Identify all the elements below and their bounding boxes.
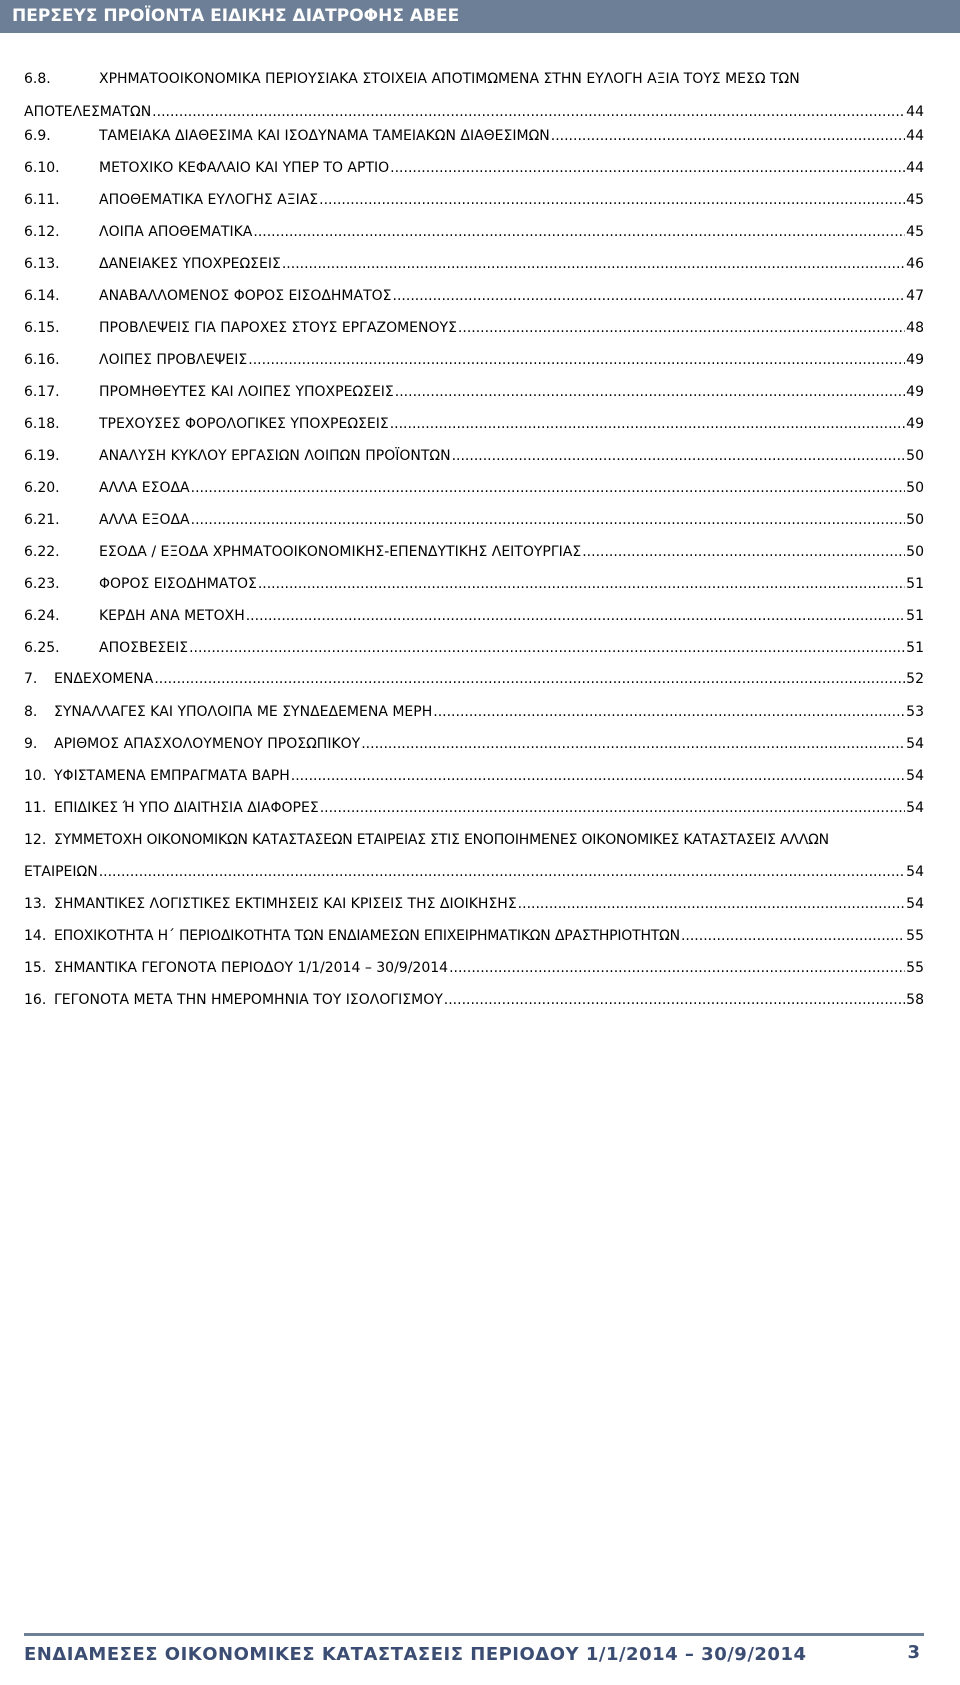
toc-entry[interactable] [24,157,924,179]
toc-entry[interactable] [24,253,924,275]
toc-number: 6.18. [24,416,60,432]
toc-title: ΔΑΝΕΙΑΚΕΣ ΥΠΟΧΡΕΩΣΕΙΣ [99,256,281,272]
toc-entry[interactable] [24,989,924,1011]
toc-title: ΕΣΟΔΑ / ΕΞΟΔΑ ΧΡΗΜΑΤΟΟΙΚΟΝΟΜΙΚΗΣ-ΕΠΕΝΔΥΤΙΚΗΣ ΛΕΙΤΟΥΡΓΙΑΣ [99,544,582,560]
toc-title: ΑΡΙΘΜΟΣ ΑΠΑΣΧΟΛΟΥΜΕΝΟΥ ΠΡΟΣΩΠΙΚΟΥ [54,736,361,752]
toc-page: 49 [906,352,924,368]
toc-page: 44 [906,160,924,176]
toc-number: 7. [24,671,38,687]
toc-number: 6.13. [24,256,60,272]
dot-leader [248,349,905,371]
footer-title: ΕΝΔΙΑΜΕΣΕΣ ΟΙΚΟΝΟΜΙΚΕΣ ΚΑΤΑΣΤΑΣΕΙΣ ΠΕΡΙΟΔΟΥ 1/1/2014 – 30/9/2014 [24,1644,807,1665]
toc-title: ΑΠΟΣΒΕΣΕΙΣ [99,640,189,656]
dot-leader [518,893,906,915]
toc-entry[interactable] [24,317,924,339]
toc-entry[interactable] [24,349,924,371]
toc-page: 51 [906,640,924,656]
footer-rule [24,1633,924,1636]
toc-number: 8. [24,704,38,720]
toc-number: 6.12. [24,224,60,240]
dot-leader [393,285,906,307]
toc-number: 12. [24,832,47,848]
dot-leader [361,733,905,755]
dot-leader [246,605,905,627]
toc-number: 6.16. [24,352,60,368]
toc-entry[interactable] [24,445,924,467]
page-number: 3 [907,1642,920,1663]
toc-title: ΕΝΔΕΧΟΜΕΝΑ [54,671,154,687]
toc-page: 54 [906,800,924,816]
toc-page: 53 [906,704,924,720]
toc-entry[interactable] [24,925,924,947]
toc-number: 6.17. [24,384,60,400]
toc-page: 50 [906,480,924,496]
toc-entry[interactable] [24,765,924,787]
toc-number: 6.22. [24,544,60,560]
toc-page: 54 [906,864,924,880]
toc-title: ΑΛΛΑ ΕΞΟΔΑ [99,512,190,528]
toc-page: 55 [906,960,924,976]
toc-page: 45 [906,224,924,240]
toc-entry[interactable] [24,221,924,243]
toc-page: 50 [906,544,924,560]
toc-number: 6.21. [24,512,60,528]
toc-title: ΣΗΜΑΝΤΙΚΕΣ ΛΟΓΙΣΤΙΚΕΣ ΕΚΤΙΜΗΣΕΙΣ ΚΑΙ ΚΡΙΣΕΙΣ ΤΗΣ ΔΙΟΙΚΗΣΗΣ [54,896,517,912]
dot-leader [444,989,905,1011]
toc-entry[interactable] [24,957,924,979]
toc-page: 52 [906,671,924,687]
toc-entry[interactable] [24,701,924,723]
dot-leader [681,925,905,947]
dot-leader [258,573,905,595]
dot-leader [395,381,905,403]
toc-page: 54 [906,896,924,912]
toc-title: ΦΟΡΟΣ ΕΙΣΟΔΗΜΑΤΟΣ [99,576,257,592]
toc-title: ΕΠΟΧΙΚΟΤΗΤΑ Η΄ ΠΕΡΙΟΔΙΚΟΤΗΤΑ ΤΩΝ ΕΝΔΙΑΜΕΣΩΝ ΕΠΙΧΕΙΡΗΜΑΤΙΚΩΝ ΔΡΑΣΤΗΡΙΟΤΗΤΩΝ [54,928,680,944]
toc-entry[interactable] [24,413,924,435]
toc-page: 51 [906,576,924,592]
toc-number: 14. [24,928,47,944]
toc-entry[interactable] [24,668,924,690]
dot-leader [253,221,905,243]
toc-page: 44 [906,104,924,120]
toc-entry[interactable] [24,125,924,147]
toc-title: ΛΟΙΠΑ ΑΠΟΘΕΜΑΤΙΚΑ [99,224,253,240]
dot-leader [320,797,905,819]
dot-leader [433,701,905,723]
toc-page: 54 [906,768,924,784]
toc-number: 6.25. [24,640,60,656]
toc-page: 48 [906,320,924,336]
toc-title: ΑΛΛΑ ΕΣΟΔΑ [99,480,190,496]
document-header [0,0,960,33]
toc-entry[interactable] [24,733,924,755]
toc-page: 51 [906,608,924,624]
toc-entry[interactable] [24,605,924,627]
dot-leader [390,157,905,179]
toc-title: ΣΥΝΑΛΛΑΓΕΣ ΚΑΙ ΥΠΟΛΟΙΠΑ ΜΕ ΣΥΝΔΕΔΕΜΕΝΑ ΜΕΡΗ [54,704,433,720]
dot-leader [551,125,905,147]
toc-title: ΤΑΜΕΙΑΚΑ ΔΙΑΘΕΣΙΜΑ ΚΑΙ ΙΣΟΔΥΝΑΜΑ ΤΑΜΕΙΑΚΩΝ ΔΙΑΘΕΣΙΜΩΝ [99,128,550,144]
toc-title: ΓΕΓΟΝΟΤΑ ΜΕΤΑ ΤΗΝ ΗΜΕΡΟΜΗΝΙΑ ΤΟΥ ΙΣΟΛΟΓΙΣΜΟΥ [54,992,443,1008]
dot-leader [191,477,906,499]
dot-leader [319,189,905,211]
toc-number: 6.11. [24,192,60,208]
dot-leader [452,445,906,467]
toc-number: 6.14. [24,288,60,304]
toc-title: ΤΡΕΧΟΥΣΕΣ ΦΟΡΟΛΟΓΙΚΕΣ ΥΠΟΧΡΕΩΣΕΙΣ [99,416,389,432]
toc-title: ΜΕΤΟΧΙΚΟ ΚΕΦΑΛΑΙΟ ΚΑΙ ΥΠΕΡ ΤΟ ΑΡΤΙΟ [99,160,390,176]
dot-leader [449,957,905,979]
toc-title: ΑΝΑΒΑΛΛΟΜΕΝΟΣ ΦΟΡΟΣ ΕΙΣΟΔΗΜΑΤΟΣ [99,288,392,304]
toc-entry[interactable] [24,509,924,531]
toc-title-line1: ΣΥΜΜΕΤΟΧΗ ΟΙΚΟΝΟΜΙΚΩΝ ΚΑΤΑΣΤΑΣΕΩΝ ΕΤΑΙΡΕΙΑΣ ΣΤΙΣ ΕΝΟΠΟΙΗΜΕΝΕΣ ΟΙΚΟΝΟΜΙΚΕΣ ΚΑΤΑΣΤΑΣΕΙΣ ΑΛΛΩΝ [54,832,829,848]
toc-number: 6.24. [24,608,60,624]
toc-number: 6.19. [24,448,60,464]
toc-page: 50 [906,448,924,464]
toc-page: 44 [906,128,924,144]
dot-leader [582,541,905,563]
toc-page: 49 [906,416,924,432]
toc-number: 6.15. [24,320,60,336]
toc-title-line2: ΕΤΑΙΡΕΙΩΝ [24,864,98,880]
toc-title: ΕΠΙΔΙΚΕΣ Ή ΥΠΟ ΔΙΑΙΤΗΣΙΑ ΔΙΑΦΟΡΕΣ [54,800,319,816]
toc-title: ΥΦΙΣΤΑΜΕΝΑ ΕΜΠΡΑΓΜΑΤΑ ΒΑΡΗ [54,768,290,784]
toc-title: ΠΡΟΒΛΕΨΕΙΣ ΓΙΑ ΠΑΡΟΧΕΣ ΣΤΟΥΣ ΕΡΓΑΖΟΜΕΝΟΥΣ [99,320,457,336]
dot-leader [189,637,905,659]
toc-number: 6.10. [24,160,60,176]
toc-title: ΣΗΜΑΝΤΙΚΑ ΓΕΓΟΝΟΤΑ ΠΕΡΙΟΔΟΥ 1/1/2014 – 30/9/2014 [54,960,449,976]
toc-title: ΑΠΟΘΕΜΑΤΙΚΑ ΕΥΛΟΓΗΣ ΑΞΙΑΣ [99,192,319,208]
toc-entry[interactable] [24,893,924,915]
toc-entry[interactable] [24,573,924,595]
toc-entry[interactable] [24,477,924,499]
toc-page: 45 [906,192,924,208]
toc-title: ΠΡΟΜΗΘΕΥΤΕΣ ΚΑΙ ΛΟΙΠΕΣ ΥΠΟΧΡΕΩΣΕΙΣ [99,384,394,400]
toc-entry[interactable] [24,797,924,819]
toc-page: 55 [906,928,924,944]
toc-page: 58 [906,992,924,1008]
toc-entry[interactable] [24,189,924,211]
toc-entry[interactable] [24,381,924,403]
toc-page: 54 [906,736,924,752]
toc-page: 50 [906,512,924,528]
toc-number: 6.23. [24,576,60,592]
dot-leader [390,413,905,435]
toc-number: 13. [24,896,47,912]
dot-leader [191,509,906,531]
dot-leader [99,861,905,883]
toc-number: 6.20. [24,480,60,496]
dot-leader [152,101,905,123]
toc-page: 46 [906,256,924,272]
toc-number: 15. [24,960,47,976]
toc-title-line2: ΑΠΟΤΕΛΕΣΜΑΤΩΝ [24,104,152,120]
toc-number: 16. [24,992,47,1008]
toc-entry[interactable] [24,637,924,659]
toc-page: 49 [906,384,924,400]
toc-number: 10. [24,768,47,784]
toc-number: 6.8. [24,71,51,87]
toc-entry[interactable] [24,541,924,563]
dot-leader [282,253,905,275]
toc-title-line1: ΧΡΗΜΑΤΟΟΙΚΟΝΟΜΙΚΑ ΠΕΡΙΟΥΣΙΑΚΑ ΣΤΟΙΧΕΙΑ ΑΠΟΤΙΜΩΜΕΝΑ ΣΤΗΝ ΕΥΛΟΓΗ ΑΞΙΑ ΤΟΥΣ ΜΕΣΩ ΤΩΝ [99,71,800,87]
toc-number: 9. [24,736,38,752]
toc-page: 47 [906,288,924,304]
toc-entry[interactable] [24,285,924,307]
toc-number: 11. [24,800,47,816]
toc-title: ΑΝΑΛΥΣΗ ΚΥΚΛΟΥ ΕΡΓΑΣΙΩΝ ΛΟΙΠΩΝ ΠΡΟΪΟΝΤΩΝ [99,448,451,464]
dot-leader [291,765,905,787]
dot-leader [154,668,905,690]
company-name: ΠΕΡΣΕΥΣ ΠΡΟΪΟΝΤΑ ΕΙΔΙΚΗΣ ΔΙΑΤΡΟΦΗΣ ΑΒΕΕ [12,6,460,26]
dot-leader [458,317,905,339]
toc-title: ΛΟΙΠΕΣ ΠΡΟΒΛΕΨΕΙΣ [99,352,248,368]
toc-number: 6.9. [24,128,51,144]
toc-title: ΚΕΡΔΗ ΑΝΑ ΜΕΤΟΧΗ [99,608,245,624]
